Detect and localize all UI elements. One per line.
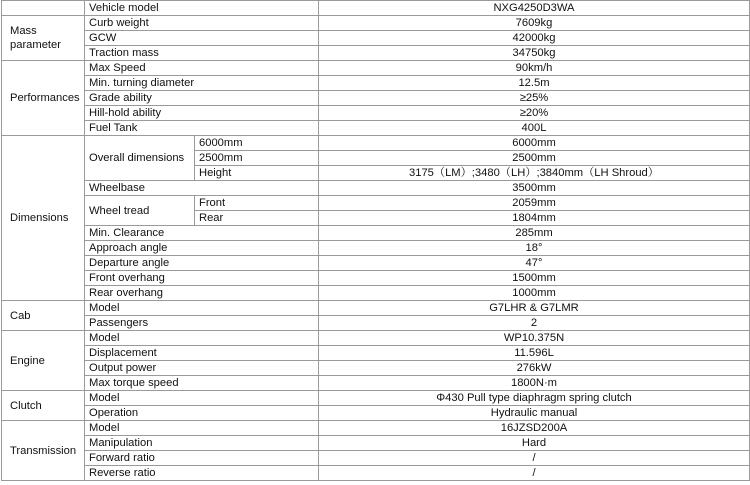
spec-value: 3175（LM）;3480（LH）;3840mm（LH Shroud）	[319, 166, 750, 181]
spec-sublabel: Height	[195, 166, 319, 181]
table-row	[2, 346, 750, 361]
category-performances: Performances	[2, 61, 85, 136]
spec-value: 16JZSD200A	[319, 421, 750, 436]
spec-value: 2059mm	[319, 196, 750, 211]
spec-value: 47°	[319, 256, 750, 271]
table-row	[2, 16, 750, 31]
spec-value: 276kW	[319, 361, 750, 376]
spec-label: Grade ability	[85, 91, 319, 106]
spec-label: Traction mass	[85, 46, 319, 61]
spec-label: Model	[85, 301, 319, 316]
spec-value: 2500mm	[319, 151, 750, 166]
table-row	[2, 271, 750, 286]
table-row	[2, 316, 750, 331]
spec-label: Model	[85, 421, 319, 436]
table-row	[2, 376, 750, 391]
table-row	[2, 391, 750, 406]
table-row	[2, 136, 750, 151]
spec-label: Output power	[85, 361, 319, 376]
empty-cell	[2, 1, 85, 16]
spec-label: Max torque speed	[85, 376, 319, 391]
spec-group-label: Overall dimensions	[85, 136, 195, 181]
spec-value: 90km/h	[319, 61, 750, 76]
spec-value: Hydraulic manual	[319, 406, 750, 421]
spec-label: Displacement	[85, 346, 319, 361]
spec-label: Min. Clearance	[85, 226, 319, 241]
spec-sublabel: Front	[195, 196, 319, 211]
spec-label: Operation	[85, 406, 319, 421]
spec-value: /	[319, 466, 750, 481]
table-row	[2, 61, 750, 76]
spec-value: 6000mm	[319, 136, 750, 151]
spec-label: Rear overhang	[85, 286, 319, 301]
spec-value: 3500mm	[319, 181, 750, 196]
category-dimensions: Dimensions	[2, 136, 85, 301]
spec-label: Fuel Tank	[85, 121, 319, 136]
spec-value: ≥20%	[319, 106, 750, 121]
table-row	[2, 451, 750, 466]
category-transmission: Transmission	[2, 421, 85, 481]
spec-value: 1800N·m	[319, 376, 750, 391]
table-row	[2, 361, 750, 376]
spec-value: ≥25%	[319, 91, 750, 106]
table-row	[2, 406, 750, 421]
spec-value: 1500mm	[319, 271, 750, 286]
table-row	[2, 256, 750, 271]
spec-value: 285mm	[319, 226, 750, 241]
spec-value: 18°	[319, 241, 750, 256]
spec-sublabel: Rear	[195, 211, 319, 226]
table-row	[2, 31, 750, 46]
spec-label: Curb weight	[85, 16, 319, 31]
table-row	[2, 91, 750, 106]
spec-value: Φ430 Pull type diaphragm spring clutch	[319, 391, 750, 406]
spec-label: Hill-hold ability	[85, 106, 319, 121]
spec-label: Departure angle	[85, 256, 319, 271]
category-mass-parameter: Mass parameter	[2, 16, 85, 61]
spec-label: Reverse ratio	[85, 466, 319, 481]
spec-sublabel: 6000mm	[195, 136, 319, 151]
spec-value: 11.596L	[319, 346, 750, 361]
table-row	[2, 286, 750, 301]
spec-value: /	[319, 451, 750, 466]
spec-label: Wheelbase	[85, 181, 319, 196]
spec-label: Vehicle model	[85, 1, 319, 16]
spec-table	[1, 0, 750, 481]
table-row	[2, 241, 750, 256]
table-row	[2, 331, 750, 346]
table-row	[2, 421, 750, 436]
spec-label: Max Speed	[85, 61, 319, 76]
spec-value: 12.5m	[319, 76, 750, 91]
table-row	[2, 436, 750, 451]
category-clutch: Clutch	[2, 391, 85, 421]
spec-sublabel: 2500mm	[195, 151, 319, 166]
spec-group-label: Wheel tread	[85, 196, 195, 226]
spec-value: 34750kg	[319, 46, 750, 61]
spec-value: 7609kg	[319, 16, 750, 31]
table-row	[2, 196, 750, 211]
category-engine: Engine	[2, 331, 85, 391]
table-row	[2, 76, 750, 91]
table-row	[2, 226, 750, 241]
spec-value: 400L	[319, 121, 750, 136]
spec-label: Approach angle	[85, 241, 319, 256]
spec-value: 42000kg	[319, 31, 750, 46]
spec-value: 1000mm	[319, 286, 750, 301]
spec-value: Hard	[319, 436, 750, 451]
spec-label: Manipulation	[85, 436, 319, 451]
spec-value: 1804mm	[319, 211, 750, 226]
category-cab: Cab	[2, 301, 85, 331]
table-row	[2, 46, 750, 61]
spec-value: G7LHR & G7LMR	[319, 301, 750, 316]
table-row	[2, 106, 750, 121]
table-row	[2, 121, 750, 136]
spec-label: GCW	[85, 31, 319, 46]
spec-label: Model	[85, 391, 319, 406]
spec-label: Passengers	[85, 316, 319, 331]
table-row	[2, 181, 750, 196]
spec-value: WP10.375N	[319, 331, 750, 346]
table-row	[2, 466, 750, 481]
spec-label: Forward ratio	[85, 451, 319, 466]
spec-value: NXG4250D3WA	[319, 1, 750, 16]
spec-label: Front overhang	[85, 271, 319, 286]
spec-value: 2	[319, 316, 750, 331]
spec-label: Min. turning diameter	[85, 76, 319, 91]
table-row	[2, 1, 750, 16]
table-row	[2, 301, 750, 316]
spec-label: Model	[85, 331, 319, 346]
